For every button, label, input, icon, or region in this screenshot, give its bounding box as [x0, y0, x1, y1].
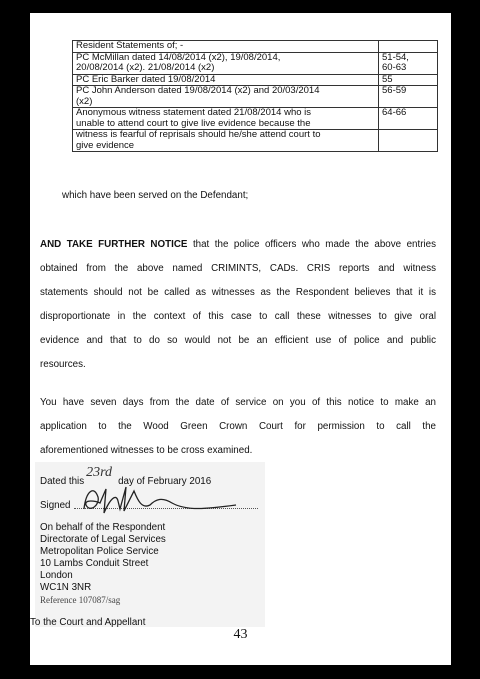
on-behalf-line: On behalf of the Respondent: [40, 522, 166, 533]
document-page: [30, 13, 451, 665]
seven-days-line-2: application to the Wood Green Crown Court for permission to call the: [40, 421, 436, 432]
notice-line-6: resources.: [40, 359, 86, 370]
table-cell-desc: witness is fearful of reprisals should he/she attend court to give evidence: [73, 130, 379, 152]
table-row: [73, 52, 438, 74]
table-row: [73, 86, 438, 108]
served-line: which have been served on the Defendant;: [62, 190, 249, 201]
notice-line-2: obtained from the above named CRIMINTS, CADs. CRIS reports and witness: [40, 263, 436, 274]
table-cell-ref: 56-59: [379, 86, 438, 108]
statements-table: [72, 40, 438, 152]
address-line: London: [40, 570, 73, 581]
table-row: [73, 74, 438, 86]
to-line: To the Court and Appellant: [30, 617, 146, 628]
table-cell-ref: 51-54, 60-63: [379, 52, 438, 74]
address-line: WC1N 3NR: [40, 582, 92, 593]
signed-label: Signed: [40, 500, 71, 511]
table-cell-desc: PC John Anderson dated 19/08/2014 (x2) and 20/03/2014 (x2): [73, 86, 379, 108]
reference-line: Reference 107087/sag: [40, 595, 121, 605]
table-cell-ref: [379, 41, 438, 53]
table-cell-ref: [379, 130, 438, 152]
table-cell-desc: Resident Statements of; -: [73, 41, 379, 53]
notice-line-5: evidence and that to do so would not be an efficient use of police and public: [40, 335, 436, 346]
table-row: [73, 130, 438, 152]
notice-line-3: statements should not be called as witnesses as the Respondent believes that it is: [40, 287, 436, 298]
seven-days-line-3: aforementioned witnesses to be cross examined.: [40, 445, 253, 456]
table-cell-desc: PC McMillan dated 14/08/2014 (x2), 19/08/2014, 20/08/2014 (x2). 21/08/2014 (x2): [73, 52, 379, 74]
seven-days-line-1: You have seven days from the date of service on you of this notice to make an: [40, 397, 436, 408]
notice-lead: AND TAKE FURTHER NOTICE: [40, 239, 188, 250]
address-line: Directorate of Legal Services: [40, 534, 166, 545]
table-cell-ref: 64-66: [379, 108, 438, 130]
handwritten-signature: [76, 479, 246, 523]
address-line: Metropolitan Police Service: [40, 546, 159, 557]
handwritten-date: 23rd: [86, 465, 113, 480]
page-number: 43: [233, 627, 248, 642]
notice-line-1: AND TAKE FURTHER NOTICE that the police officers who made the above entries: [40, 239, 436, 250]
notice-line-4: disproportionate in the context of this case to call these witnesses to give oral: [40, 311, 436, 322]
table-cell-desc: Anonymous witness statement dated 21/08/2014 who is unable to attend court to give live evidence because the: [73, 108, 379, 130]
table-row: [73, 108, 438, 130]
dated-line: Dated this23rdday of February 2016: [40, 465, 212, 487]
table-row: [73, 41, 438, 53]
table-cell-desc: PC Eric Barker dated 19/08/2014: [73, 74, 379, 86]
address-line: 10 Lambs Conduit Street: [40, 558, 149, 569]
table-cell-ref: 55: [379, 74, 438, 86]
